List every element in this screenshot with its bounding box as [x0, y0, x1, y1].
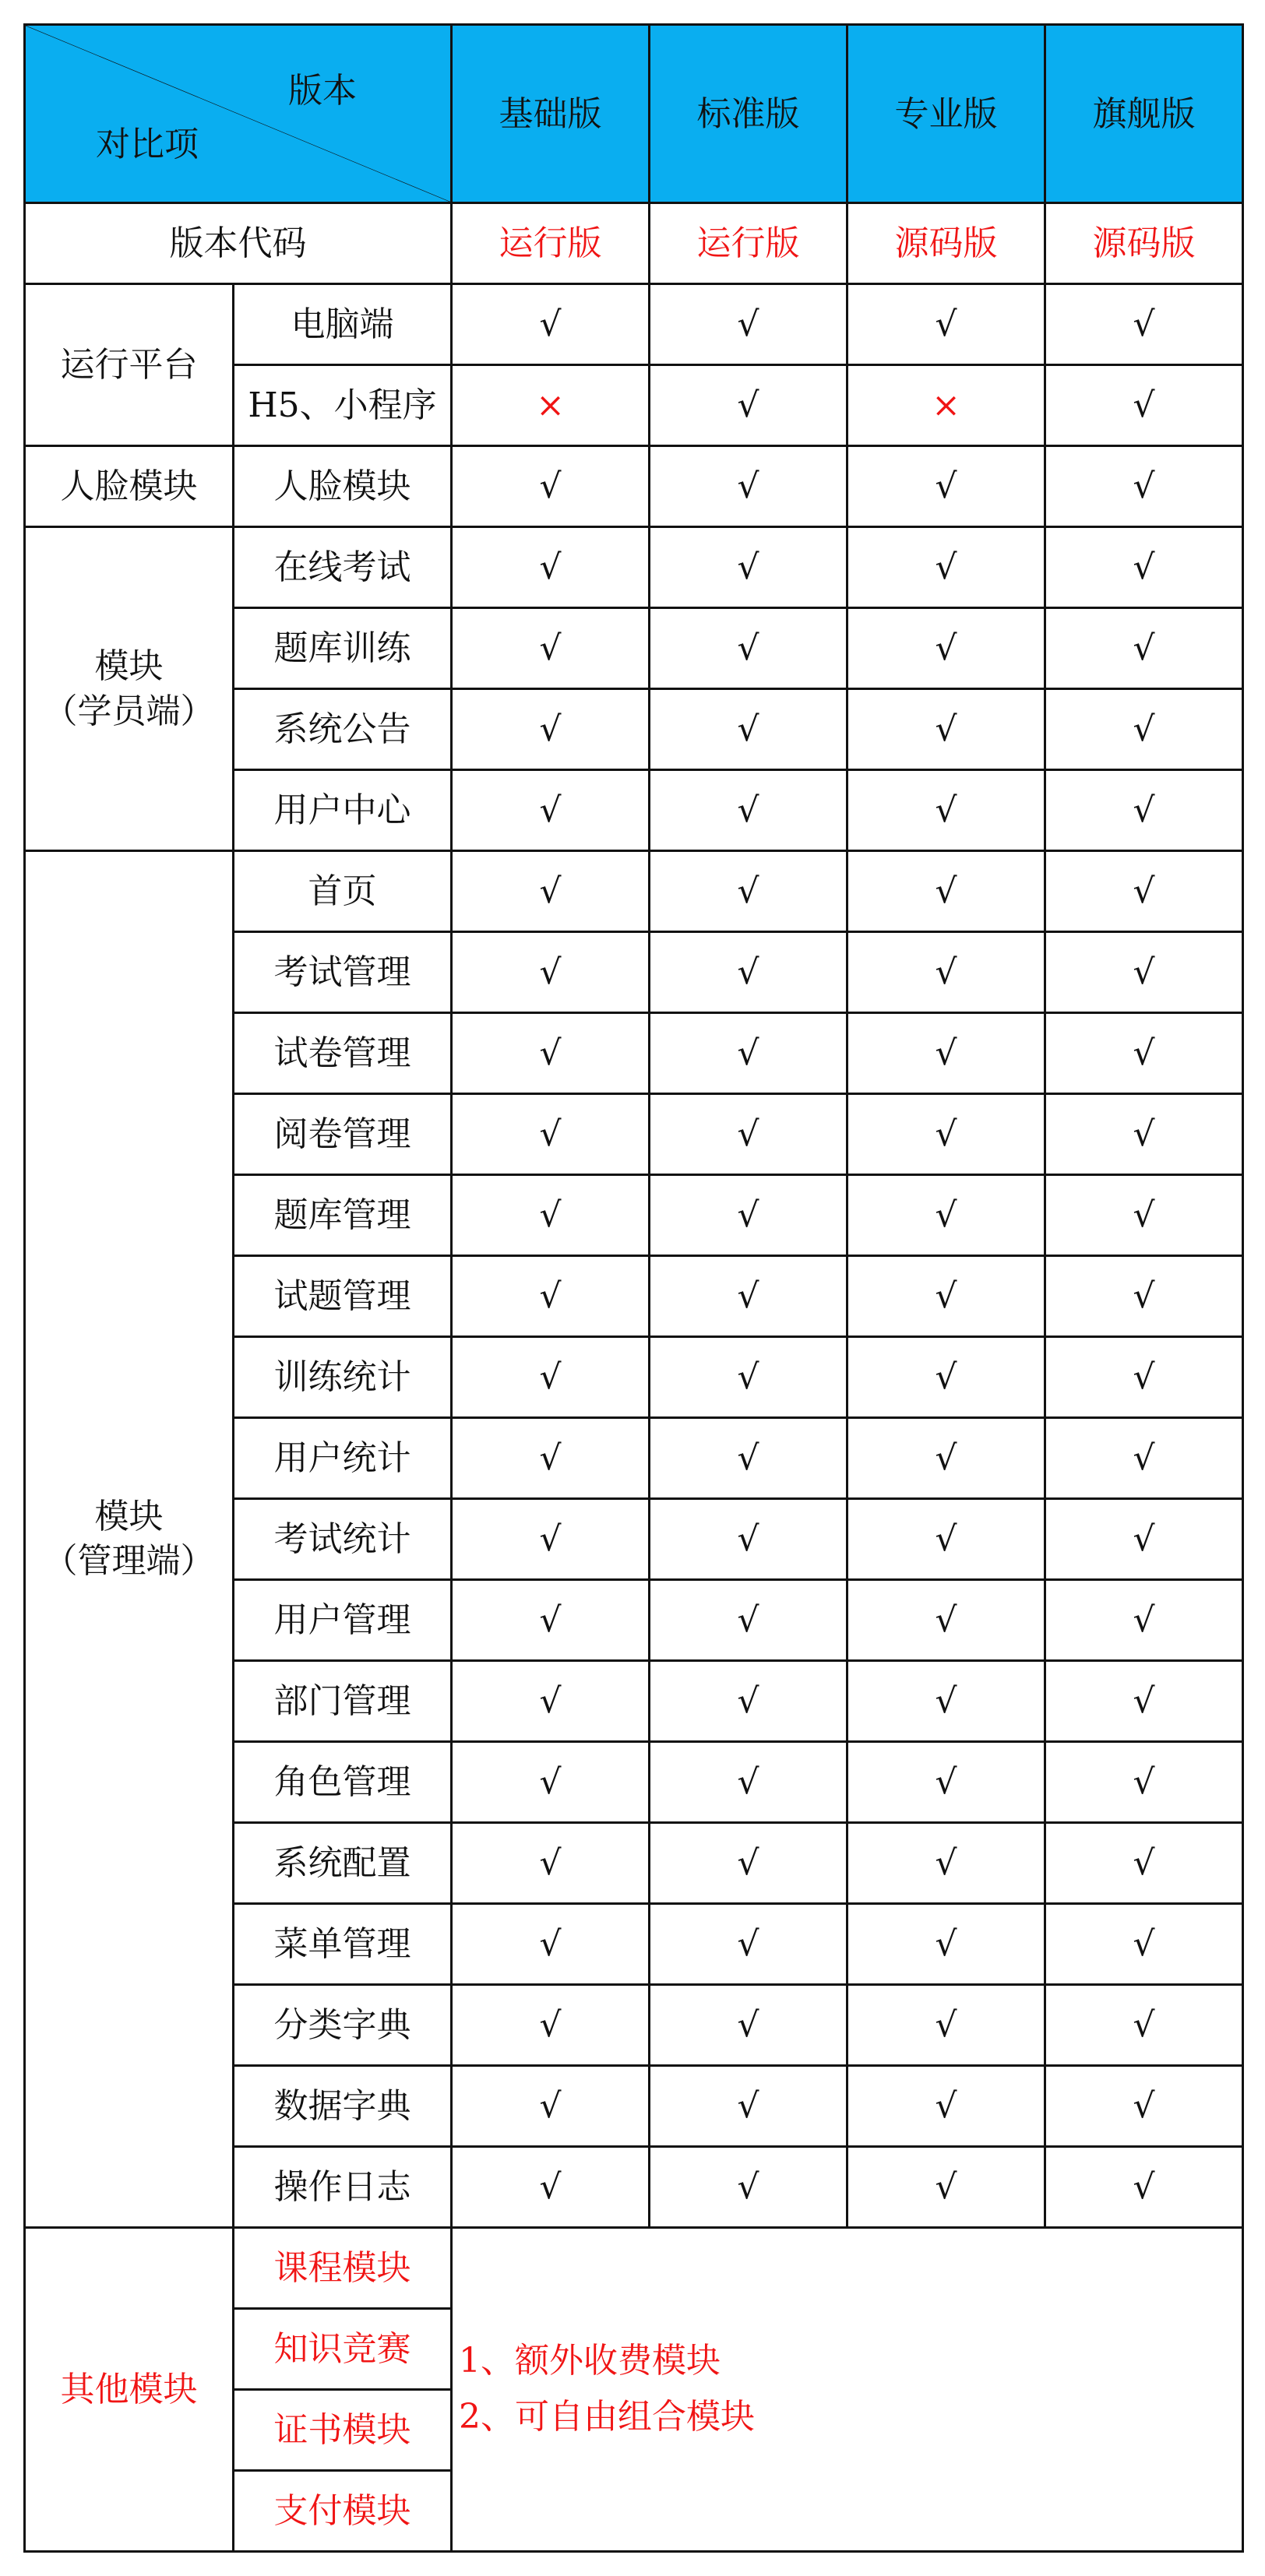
corner-header-cell — [25, 25, 452, 203]
check-mark-icon: √ — [452, 1255, 650, 1336]
check-mark-icon: √ — [650, 851, 847, 932]
feature-name: 首页 — [234, 851, 452, 932]
check-mark-icon: √ — [847, 1336, 1045, 1417]
check-mark-icon: √ — [650, 1579, 847, 1660]
code-value: 运行版 — [650, 203, 847, 284]
check-mark-icon: √ — [452, 1094, 650, 1175]
feature-name: 部门管理 — [234, 1660, 452, 1741]
feature-name: 试卷管理 — [234, 1013, 452, 1094]
group-name: 模块 — [94, 1497, 164, 1537]
group-subtitle: （管理端） — [43, 1541, 215, 1582]
check-mark-icon: √ — [1045, 1255, 1243, 1336]
check-mark-icon: √ — [1045, 365, 1243, 446]
group-label-cell — [25, 284, 234, 446]
feature-row — [25, 284, 1243, 365]
feature-name: H5、小程序 — [234, 365, 452, 446]
check-mark-icon: √ — [847, 1903, 1045, 1984]
check-mark-icon: √ — [847, 1498, 1045, 1579]
group-name: 模块 — [94, 646, 164, 687]
feature-name: 电脑端 — [234, 284, 452, 365]
feature-name: 试题管理 — [234, 1255, 452, 1336]
check-mark-icon: √ — [650, 1255, 847, 1336]
check-mark-icon: √ — [1045, 1741, 1243, 1822]
check-mark-icon: √ — [650, 689, 847, 770]
edition-header-basic: 基础版 — [452, 25, 650, 203]
check-mark-icon: √ — [452, 770, 650, 851]
check-mark-icon: √ — [650, 284, 847, 365]
check-mark-icon: √ — [452, 2065, 650, 2146]
check-mark-icon: √ — [1045, 770, 1243, 851]
check-mark-icon: √ — [452, 527, 650, 608]
check-mark-icon: √ — [1045, 1984, 1243, 2065]
code-value: 运行版 — [452, 203, 650, 284]
feature-name: 操作日志 — [234, 2146, 452, 2227]
check-mark-icon: √ — [650, 1741, 847, 1822]
check-mark-icon: √ — [650, 2146, 847, 2227]
check-mark-icon: √ — [1045, 1094, 1243, 1175]
check-mark-icon: √ — [1045, 527, 1243, 608]
check-mark-icon: √ — [452, 1660, 650, 1741]
check-mark-icon: √ — [847, 689, 1045, 770]
check-mark-icon: √ — [650, 608, 847, 689]
check-mark-icon: √ — [452, 2146, 650, 2227]
note-line: 1、额外收费模块 — [459, 2341, 721, 2381]
check-mark-icon: √ — [1045, 1498, 1243, 1579]
feature-name: 题库训练 — [234, 608, 452, 689]
check-mark-icon: √ — [847, 1094, 1045, 1175]
check-mark-icon: √ — [847, 932, 1045, 1013]
edition-comparison-table — [23, 23, 1244, 2553]
code-value: 源码版 — [847, 203, 1045, 284]
check-mark-icon: √ — [452, 851, 650, 932]
check-mark-icon: √ — [847, 1822, 1045, 1903]
check-mark-icon: √ — [847, 446, 1045, 527]
check-mark-icon: √ — [1045, 1660, 1243, 1741]
check-mark-icon: √ — [650, 365, 847, 446]
check-mark-icon: √ — [650, 1094, 847, 1175]
feature-name: 系统配置 — [234, 1822, 452, 1903]
other-module-name: 知识竞赛 — [234, 2308, 452, 2389]
other-modules-note — [452, 2227, 1243, 2551]
check-mark-icon: √ — [1045, 1175, 1243, 1256]
check-mark-icon: √ — [1045, 1013, 1243, 1094]
feature-name: 数据字典 — [234, 2065, 452, 2146]
feature-name: 分类字典 — [234, 1984, 452, 2065]
other-module-name: 证书模块 — [234, 2389, 452, 2470]
check-mark-icon: √ — [452, 1903, 650, 1984]
corner-item-label: 对比项 — [96, 125, 199, 164]
check-mark-icon: √ — [650, 932, 847, 1013]
group-label-cell — [25, 446, 234, 527]
feature-row — [25, 446, 1243, 527]
other-module-name: 支付模块 — [234, 2470, 452, 2551]
cross-mark-icon: × — [847, 365, 1045, 446]
other-group-label: 其他模块 — [25, 2227, 234, 2551]
group-label-cell — [25, 851, 234, 2228]
check-mark-icon: √ — [1045, 608, 1243, 689]
check-mark-icon: √ — [452, 1984, 650, 2065]
code-row — [25, 203, 1243, 284]
check-mark-icon: √ — [1045, 284, 1243, 365]
check-mark-icon: √ — [1045, 851, 1243, 932]
check-mark-icon: √ — [1045, 932, 1243, 1013]
check-mark-icon: √ — [650, 1336, 847, 1417]
feature-name: 用户统计 — [234, 1417, 452, 1498]
check-mark-icon: √ — [650, 1175, 847, 1256]
check-mark-icon: √ — [847, 2146, 1045, 2227]
check-mark-icon: √ — [452, 446, 650, 527]
code-row-label: 版本代码 — [25, 203, 452, 284]
group-name: 运行平台 — [60, 345, 198, 385]
check-mark-icon: √ — [650, 1903, 847, 1984]
check-mark-icon: √ — [452, 608, 650, 689]
edition-header-pro: 专业版 — [847, 25, 1045, 203]
check-mark-icon: √ — [847, 284, 1045, 365]
check-mark-icon: √ — [452, 1822, 650, 1903]
check-mark-icon: √ — [650, 1417, 847, 1498]
corner-edition-label: 版本 — [288, 71, 357, 111]
edition-header-flagship: 旗舰版 — [1045, 25, 1243, 203]
cross-mark-icon: × — [452, 365, 650, 446]
group-label-cell — [25, 527, 234, 851]
other-module-row — [25, 2227, 1243, 2308]
group-subtitle: （学员端） — [43, 691, 215, 731]
check-mark-icon: √ — [847, 1741, 1045, 1822]
check-mark-icon: √ — [452, 1013, 650, 1094]
code-value: 源码版 — [1045, 203, 1243, 284]
other-module-name: 课程模块 — [234, 2227, 452, 2308]
check-mark-icon: √ — [1045, 1336, 1243, 1417]
check-mark-icon: √ — [650, 527, 847, 608]
feature-name: 系统公告 — [234, 689, 452, 770]
check-mark-icon: √ — [650, 1660, 847, 1741]
check-mark-icon: √ — [650, 1498, 847, 1579]
feature-name: 考试管理 — [234, 932, 452, 1013]
check-mark-icon: √ — [650, 770, 847, 851]
check-mark-icon: √ — [452, 1417, 650, 1498]
check-mark-icon: √ — [650, 2065, 847, 2146]
check-mark-icon: √ — [847, 1579, 1045, 1660]
feature-name: 题库管理 — [234, 1175, 452, 1256]
check-mark-icon: √ — [847, 1013, 1045, 1094]
feature-name: 阅卷管理 — [234, 1094, 452, 1175]
feature-name: 用户管理 — [234, 1579, 452, 1660]
check-mark-icon: √ — [847, 1175, 1045, 1256]
check-mark-icon: √ — [1045, 689, 1243, 770]
check-mark-icon: √ — [452, 284, 650, 365]
check-mark-icon: √ — [1045, 2065, 1243, 2146]
check-mark-icon: √ — [847, 2065, 1045, 2146]
feature-name: 用户中心 — [234, 770, 452, 851]
check-mark-icon: √ — [650, 1822, 847, 1903]
feature-row — [25, 851, 1243, 932]
check-mark-icon: √ — [650, 1984, 847, 2065]
check-mark-icon: √ — [452, 1579, 650, 1660]
check-mark-icon: √ — [452, 1175, 650, 1256]
feature-name: 考试统计 — [234, 1498, 452, 1579]
check-mark-icon: √ — [847, 1660, 1045, 1741]
check-mark-icon: √ — [1045, 1903, 1243, 1984]
check-mark-icon: √ — [1045, 2146, 1243, 2227]
check-mark-icon: √ — [650, 446, 847, 527]
group-name: 人脸模块 — [60, 466, 198, 507]
check-mark-icon: √ — [1045, 1417, 1243, 1498]
check-mark-icon: √ — [650, 1013, 847, 1094]
check-mark-icon: √ — [1045, 446, 1243, 527]
check-mark-icon: √ — [1045, 1822, 1243, 1903]
feature-name: 角色管理 — [234, 1741, 452, 1822]
note-line: 2、可自由组合模块 — [459, 2397, 755, 2437]
feature-name: 在线考试 — [234, 527, 452, 608]
check-mark-icon: √ — [847, 527, 1045, 608]
check-mark-icon: √ — [452, 1498, 650, 1579]
feature-name: 人脸模块 — [234, 446, 452, 527]
feature-name: 训练统计 — [234, 1336, 452, 1417]
feature-name: 菜单管理 — [234, 1903, 452, 1984]
check-mark-icon: √ — [452, 1336, 650, 1417]
check-mark-icon: √ — [847, 851, 1045, 932]
check-mark-icon: √ — [847, 770, 1045, 851]
check-mark-icon: √ — [452, 1741, 650, 1822]
edition-header-standard: 标准版 — [650, 25, 847, 203]
check-mark-icon: √ — [1045, 1579, 1243, 1660]
check-mark-icon: √ — [847, 1984, 1045, 2065]
check-mark-icon: √ — [847, 1417, 1045, 1498]
header-row — [25, 25, 1243, 203]
check-mark-icon: √ — [847, 608, 1045, 689]
feature-row — [25, 527, 1243, 608]
check-mark-icon: √ — [452, 689, 650, 770]
diagonal-divider — [26, 26, 450, 202]
check-mark-icon: √ — [847, 1255, 1045, 1336]
check-mark-icon: √ — [452, 932, 650, 1013]
